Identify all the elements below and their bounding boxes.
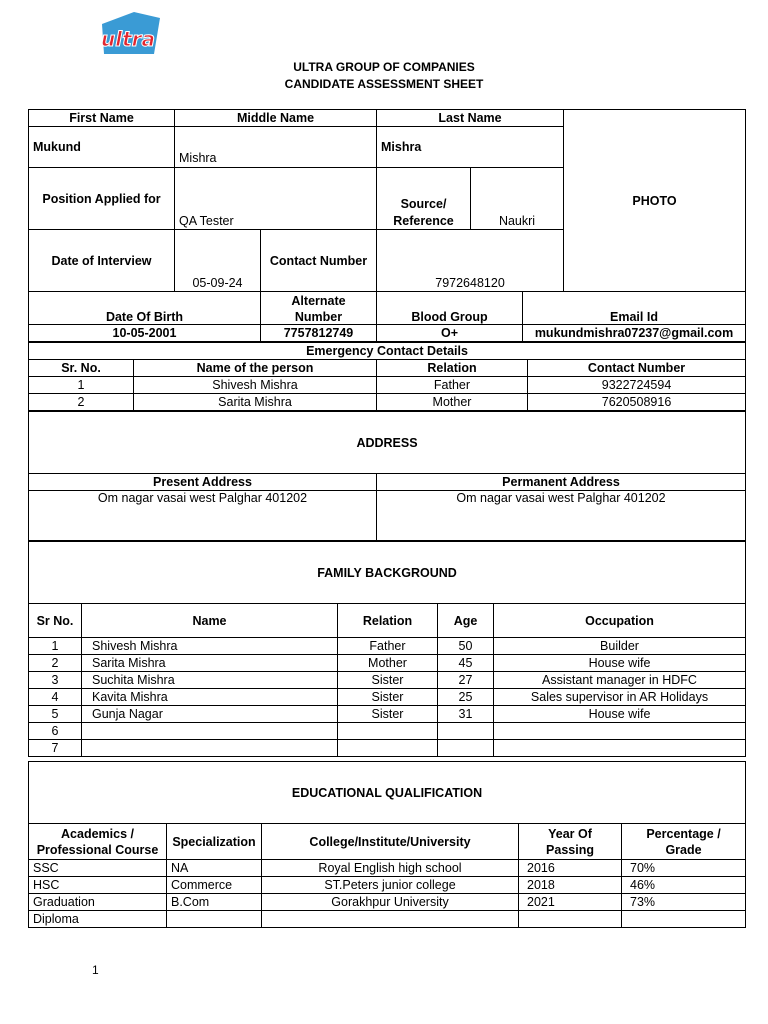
family-relation: Mother <box>338 655 438 672</box>
family-relation <box>338 740 438 757</box>
contact-number-value: 7972648120 <box>377 230 564 292</box>
middle-name-label: Middle Name <box>175 110 377 127</box>
photo-box: PHOTO <box>564 110 746 292</box>
family-occupation: Sales supervisor in AR Holidays <box>494 689 746 706</box>
family-header-relation: Relation <box>338 604 438 638</box>
table-row <box>29 706 746 723</box>
education-percentage: 73% <box>622 894 746 911</box>
blood-group-value: O+ <box>377 325 523 342</box>
education-course: HSC <box>29 877 167 894</box>
blood-group-label: Blood Group <box>377 292 523 325</box>
last-name-value: Mishra <box>377 127 564 168</box>
address-title: ADDRESS <box>29 412 746 474</box>
education-title: EDUCATIONAL QUALIFICATION <box>29 762 746 824</box>
permanent-address-value: Om nagar vasai west Palghar 401202 <box>377 491 746 541</box>
education-header-year: Year Of Passing <box>519 824 622 860</box>
family-occupation: House wife <box>494 655 746 672</box>
family-sr: 6 <box>29 723 82 740</box>
education-college: Royal English high school <box>262 860 519 877</box>
dob-contact-table <box>28 291 746 342</box>
table-row <box>29 689 746 706</box>
education-year <box>519 911 622 928</box>
interview-date-value: 05-09-24 <box>175 230 261 292</box>
table-row <box>29 877 746 894</box>
position-label: Position Applied for <box>29 168 175 230</box>
alternate-number-label: Alternate Number <box>261 292 377 325</box>
education-table <box>28 761 746 928</box>
table-row <box>29 638 746 655</box>
family-occupation: Assistant manager in HDFC <box>494 672 746 689</box>
table-row <box>29 894 746 911</box>
education-header-course: Academics / Professional Course <box>29 824 167 860</box>
family-name: Sarita Mishra <box>82 655 338 672</box>
family-relation <box>338 723 438 740</box>
education-college: ST.Peters junior college <box>262 877 519 894</box>
contact-number-label: Contact Number <box>261 230 377 292</box>
family-age <box>438 740 494 757</box>
family-relation: Father <box>338 638 438 655</box>
education-header-specialization: Specialization <box>167 824 262 860</box>
education-percentage: 46% <box>622 877 746 894</box>
family-sr: 3 <box>29 672 82 689</box>
family-occupation <box>494 740 746 757</box>
family-age: 25 <box>438 689 494 706</box>
education-year: 2016 <box>519 860 622 877</box>
emergency-contact: 9322724594 <box>528 377 746 394</box>
middle-name-value: Mishra <box>175 127 377 168</box>
svg-text:ultra: ultra <box>100 27 156 51</box>
emergency-contact-table <box>28 342 746 411</box>
family-age: 50 <box>438 638 494 655</box>
company-name: ULTRA GROUP OF COMPANIES <box>293 60 475 74</box>
first-name-label: First Name <box>29 110 175 127</box>
address-table <box>28 411 746 541</box>
family-occupation: Builder <box>494 638 746 655</box>
emergency-header-sr: Sr. No. <box>29 360 134 377</box>
present-address-value: Om nagar vasai west Palghar 401202 <box>29 491 377 541</box>
family-occupation: House wife <box>494 706 746 723</box>
interview-date-label: Date of Interview <box>29 230 175 292</box>
emergency-contact: 7620508916 <box>528 394 746 411</box>
family-sr: 5 <box>29 706 82 723</box>
first-name-value: Mukund <box>29 127 175 168</box>
education-header-college: College/Institute/University <box>262 824 519 860</box>
family-name <box>82 723 338 740</box>
education-year: 2021 <box>519 894 622 911</box>
table-row <box>29 394 746 411</box>
personal-details-table <box>28 109 746 292</box>
family-title: FAMILY BACKGROUND <box>29 542 746 604</box>
education-year: 2018 <box>519 877 622 894</box>
education-college <box>262 911 519 928</box>
table-row <box>29 740 746 757</box>
table-row <box>29 672 746 689</box>
family-relation: Sister <box>338 672 438 689</box>
family-header-age: Age <box>438 604 494 638</box>
family-relation: Sister <box>338 689 438 706</box>
family-sr: 4 <box>29 689 82 706</box>
family-relation: Sister <box>338 706 438 723</box>
table-row <box>29 911 746 928</box>
family-background-table <box>28 541 746 757</box>
education-course: Diploma <box>29 911 167 928</box>
source-label: Source/ Reference <box>377 168 471 230</box>
education-specialization: Commerce <box>167 877 262 894</box>
present-address-label: Present Address <box>29 474 377 491</box>
dob-value: 10-05-2001 <box>29 325 261 342</box>
page-number: 1 <box>92 963 99 977</box>
ultra-logo <box>94 10 164 58</box>
alternate-number-value: 7757812749 <box>261 325 377 342</box>
education-specialization <box>167 911 262 928</box>
table-row <box>29 655 746 672</box>
family-sr: 2 <box>29 655 82 672</box>
emergency-header-name: Name of the person <box>134 360 377 377</box>
family-name: Kavita Mishra <box>82 689 338 706</box>
email-label: Email Id <box>523 292 746 325</box>
emergency-name: Sarita Mishra <box>134 394 377 411</box>
family-sr: 1 <box>29 638 82 655</box>
family-header-occupation: Occupation <box>494 604 746 638</box>
emergency-sr: 1 <box>29 377 134 394</box>
email-value: mukundmishra07237@gmail.com <box>523 325 746 342</box>
emergency-relation: Mother <box>377 394 528 411</box>
position-value: QA Tester <box>175 168 377 230</box>
family-name <box>82 740 338 757</box>
emergency-title: Emergency Contact Details <box>29 343 746 360</box>
education-percentage <box>622 911 746 928</box>
family-header-name: Name <box>82 604 338 638</box>
education-college: Gorakhpur University <box>262 894 519 911</box>
sheet-title: CANDIDATE ASSESSMENT SHEET <box>284 77 484 91</box>
education-specialization: NA <box>167 860 262 877</box>
family-sr: 7 <box>29 740 82 757</box>
family-age: 31 <box>438 706 494 723</box>
family-occupation <box>494 723 746 740</box>
emergency-relation: Father <box>377 377 528 394</box>
family-age: 45 <box>438 655 494 672</box>
family-name: Shivesh Mishra <box>82 638 338 655</box>
family-name: Gunja Nagar <box>82 706 338 723</box>
dob-label: Date Of Birth <box>29 292 261 325</box>
table-row <box>29 723 746 740</box>
family-age <box>438 723 494 740</box>
emergency-name: Shivesh Mishra <box>134 377 377 394</box>
education-course: SSC <box>29 860 167 877</box>
emergency-header-relation: Relation <box>377 360 528 377</box>
emergency-sr: 2 <box>29 394 134 411</box>
permanent-address-label: Permanent Address <box>377 474 746 491</box>
family-name: Suchita Mishra <box>82 672 338 689</box>
education-course: Graduation <box>29 894 167 911</box>
last-name-label: Last Name <box>377 110 564 127</box>
education-header-percentage: Percentage / Grade <box>622 824 746 860</box>
source-value: Naukri <box>471 168 564 230</box>
family-header-sr: Sr No. <box>29 604 82 638</box>
family-age: 27 <box>438 672 494 689</box>
education-percentage: 70% <box>622 860 746 877</box>
table-row <box>29 860 746 877</box>
emergency-header-contact: Contact Number <box>528 360 746 377</box>
education-specialization: B.Com <box>167 894 262 911</box>
table-row <box>29 377 746 394</box>
